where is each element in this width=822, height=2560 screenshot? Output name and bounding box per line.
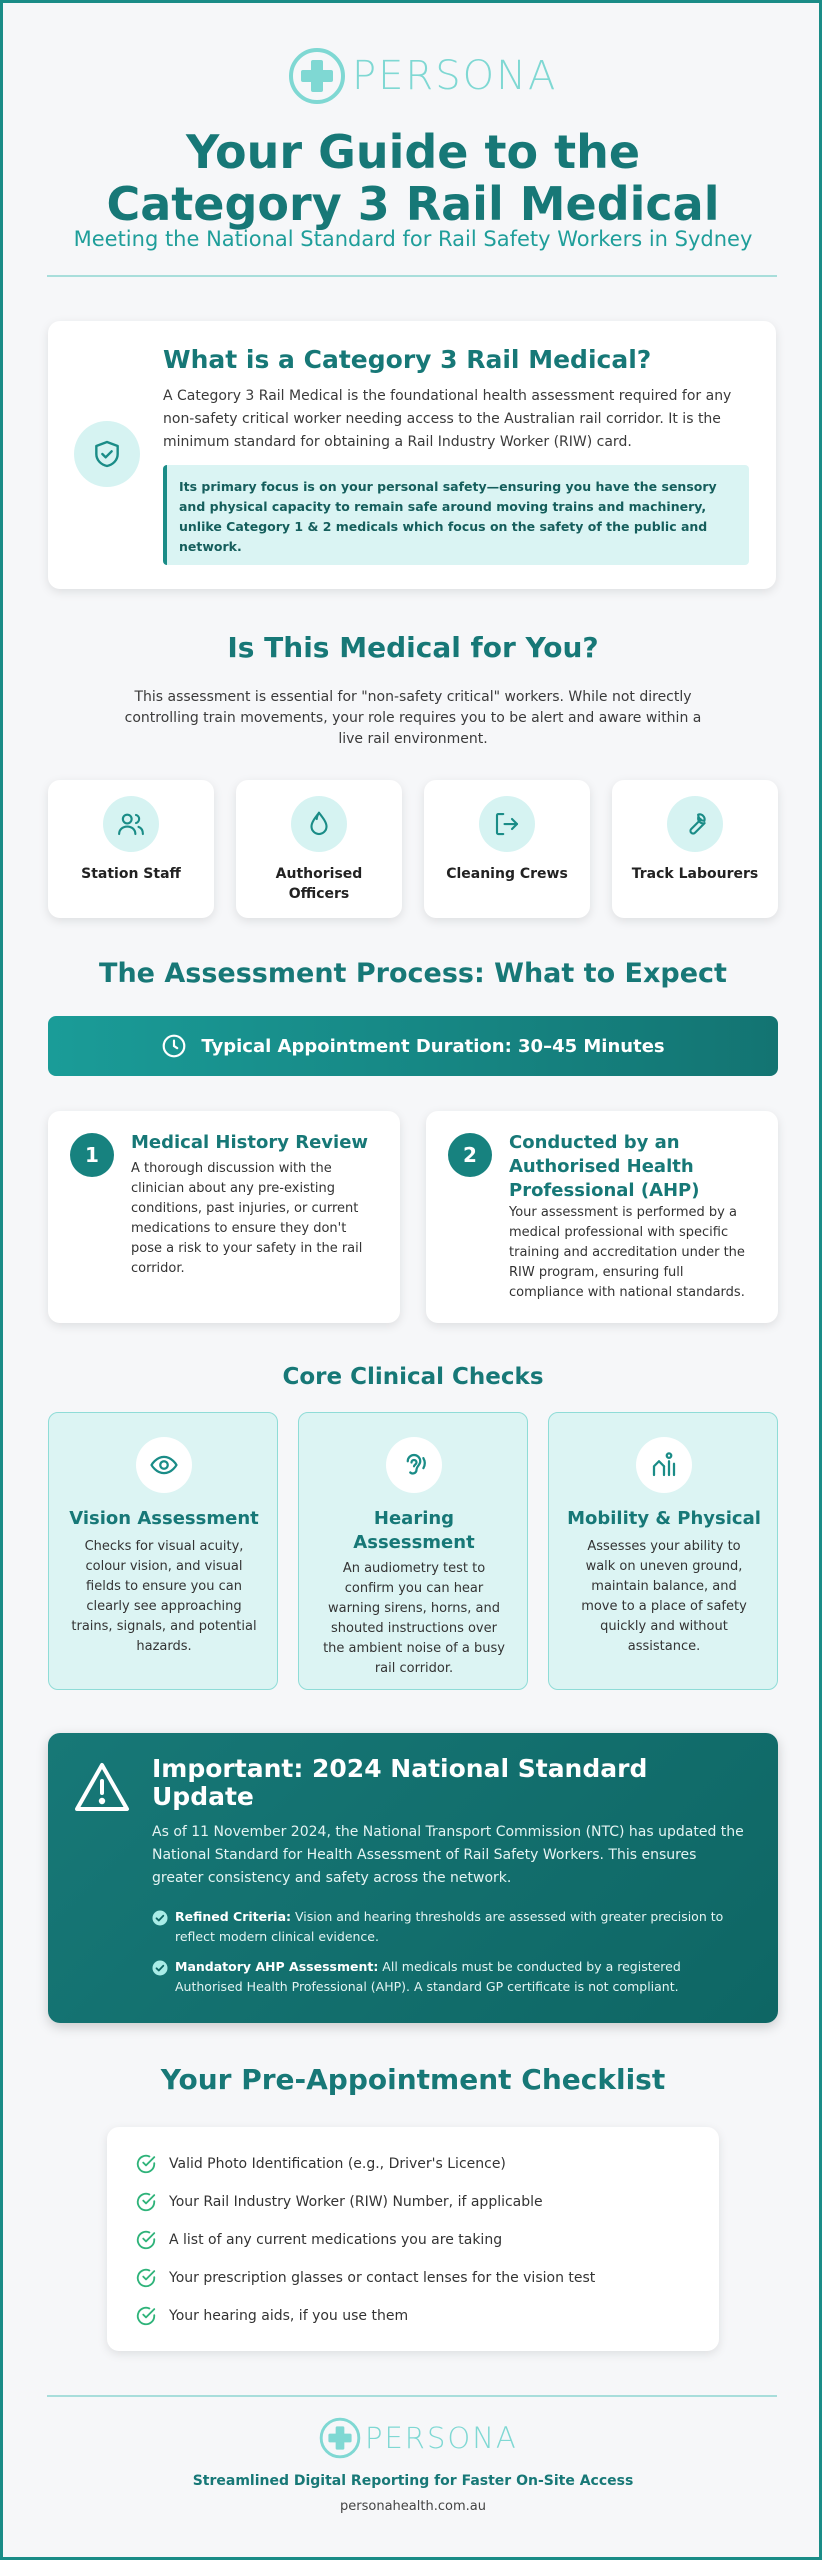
role-icon-circle — [479, 796, 535, 852]
check-icon — [152, 1910, 168, 1926]
footer-tagline: Streamlined Digital Reporting for Faster On-Site Access — [192, 2473, 634, 2489]
check-circle-icon — [135, 2153, 157, 2175]
step-card-1 — [48, 1111, 400, 1323]
role-icon-circle — [667, 796, 723, 852]
exit-icon — [492, 809, 522, 839]
step-text: A thorough discussion with the clinician about any pre-existing conditions, past injuries, or current medications to ensure they don't pose a risk to your safety in the rail corridor. — [131, 1161, 363, 1276]
clinical-card-title: Vision Assessment — [69, 1508, 259, 1529]
intro-callout — [163, 465, 749, 565]
checklist-item — [135, 2229, 502, 2251]
role-card-track-labourers — [612, 780, 778, 918]
shield-check-icon — [91, 438, 123, 470]
update-bullet-text: All medicals must be conducted by a registered Authorised Health Professional (AHP). A standard GP certificate is not compliant. — [175, 1959, 681, 1994]
update-title: Important: 2024 National Standard Update — [152, 1754, 648, 1811]
step-number: 2 — [448, 1133, 492, 1177]
role-label: Authorised Officers — [275, 866, 363, 902]
clinical-card-title: Mobility & Physical — [567, 1508, 761, 1529]
check-circle-icon — [135, 2191, 157, 2213]
clinical-card-text: Assesses your ability to walk on uneven ground, maintain balance, and move to a place of safety quickly and without assistance. — [581, 1539, 747, 1654]
ear-icon — [399, 1450, 429, 1480]
medical-cross-logo-icon — [319, 2417, 361, 2459]
role-card-authorised-officers — [236, 780, 402, 918]
role-icon-circle — [103, 796, 159, 852]
duration-text: Typical Appointment Duration: 30–45 Minutes — [201, 1035, 665, 1057]
for-you-title: Is This Medical for You? — [227, 631, 599, 664]
duration-banner — [48, 1016, 778, 1076]
step-title: Medical History Review — [131, 1132, 369, 1153]
checklist-title: Your Pre-Appointment Checklist — [160, 2063, 666, 2096]
process-title: The Assessment Process: What to Expect — [99, 958, 727, 989]
medical-cross-logo-icon — [288, 47, 346, 105]
intro-callout-text: Its primary focus is on your personal safety—ensuring you have the sensory and physical capacity to remain safe around moving trains and machinery, unlike Category 1 & 2 medicals which focus on the safety of the public and network. — [179, 479, 717, 554]
update-banner — [48, 1733, 778, 2023]
checklist-item-text: Valid Photo Identification (e.g., Driver's Licence) — [169, 2156, 506, 2172]
update-bullet — [152, 1907, 752, 1947]
walking-icon — [649, 1450, 679, 1480]
step-text: Your assessment is performed by a medical professional with specific training and accreditation under the RIW program, ensuring full compliance with national standards. — [509, 1205, 745, 1300]
warning-icon — [74, 1761, 130, 1813]
checklist-item — [135, 2305, 408, 2327]
for-you-text: This assessment is essential for "non-safety critical" workers. While not directly controlling train movements, your role requires you to be alert and aware within a live rail environment. — [124, 689, 702, 747]
logo-wordmark: PERSONA — [365, 2421, 518, 2455]
update-text: As of 11 November 2024, the National Transport Commission (NTC) has updated the National Standard for Health Assessment of Rail Safety Workers. This ensures greater consistency and safety across the network. — [152, 1824, 744, 1886]
clinical-card-title: Hearing Assessment — [353, 1508, 475, 1553]
clinical-icon-circle — [636, 1437, 692, 1493]
role-card-cleaning-crews — [424, 780, 590, 918]
check-circle-icon — [135, 2305, 157, 2327]
clinical-title: Core Clinical Checks — [282, 1364, 544, 1390]
header-logo — [288, 47, 557, 105]
checklist-item — [135, 2191, 543, 2213]
checklist-item-text: Your prescription glasses or contact lenses for the vision test — [169, 2270, 596, 2286]
intro-icon-circle — [74, 421, 140, 487]
update-bullet — [152, 1957, 752, 1997]
logo-wordmark: PERSONA — [352, 53, 558, 99]
footer-divider — [47, 2395, 777, 2397]
page-subtitle: Meeting the National Standard for Rail Safety Workers in Sydney — [73, 227, 753, 251]
checklist-item — [135, 2153, 506, 2175]
divider — [47, 275, 777, 277]
clock-icon — [161, 1033, 187, 1059]
check-icon — [152, 1960, 168, 1976]
droplet-icon — [304, 809, 334, 839]
checklist-card — [107, 2127, 719, 2351]
update-bullet-text: Vision and hearing thresholds are assessed with greater precision to reflect modern clinical evidence. — [175, 1909, 724, 1944]
footer-url[interactable]: personahealth.com.au — [340, 2499, 486, 2514]
intro-card — [48, 321, 776, 589]
step-card-2 — [426, 1111, 778, 1323]
checklist-item-text: A list of any current medications you are taking — [169, 2232, 503, 2248]
page-title: Your Guide to the Category 3 Rail Medical — [106, 125, 720, 231]
role-label: Track Labourers — [631, 866, 759, 882]
checklist-item — [135, 2267, 595, 2289]
wrench-icon — [680, 809, 710, 839]
clinical-card-text: An audiometry test to confirm you can hear warning sirens, horns, and shouted instructions over the ambient noise of a busy rail corridor. — [323, 1561, 505, 1676]
clinical-card-text: Checks for visual acuity, colour vision, and visual fields to ensure you can clearly see approaching trains, signals, and potential hazards. — [71, 1539, 257, 1654]
update-bullet-bold: Mandatory AHP Assessment: — [175, 1959, 379, 1974]
eye-icon — [149, 1450, 179, 1480]
intro-text: A Category 3 Rail Medical is the foundational health assessment required for any non-safety critical worker needing access to the Australian rail corridor. It is the minimum standard for obtaining a Rail Industry Worker (RIW) card. — [163, 388, 732, 450]
role-label: Station Staff — [81, 866, 181, 882]
clinical-card-hearing — [298, 1412, 528, 1690]
clinical-icon-circle — [386, 1437, 442, 1493]
checklist-item-text: Your Rail Industry Worker (RIW) Number, if applicable — [169, 2194, 543, 2210]
role-card-station-staff — [48, 780, 214, 918]
role-icon-circle — [291, 796, 347, 852]
checklist-item-text: Your hearing aids, if you use them — [169, 2308, 409, 2324]
footer-logo — [319, 2417, 518, 2459]
step-title: Conducted by an Authorised Health Professional (AHP) — [509, 1132, 700, 1201]
clinical-card-mobility — [548, 1412, 778, 1690]
step-number: 1 — [70, 1133, 114, 1177]
update-bullet-bold: Refined Criteria: — [175, 1909, 292, 1924]
intro-title: What is a Category 3 Rail Medical? — [163, 345, 652, 374]
users-icon — [116, 809, 146, 839]
clinical-card-vision — [48, 1412, 278, 1690]
clinical-icon-circle — [136, 1437, 192, 1493]
check-circle-icon — [135, 2229, 157, 2251]
check-circle-icon — [135, 2267, 157, 2289]
role-label: Cleaning Crews — [446, 866, 568, 882]
